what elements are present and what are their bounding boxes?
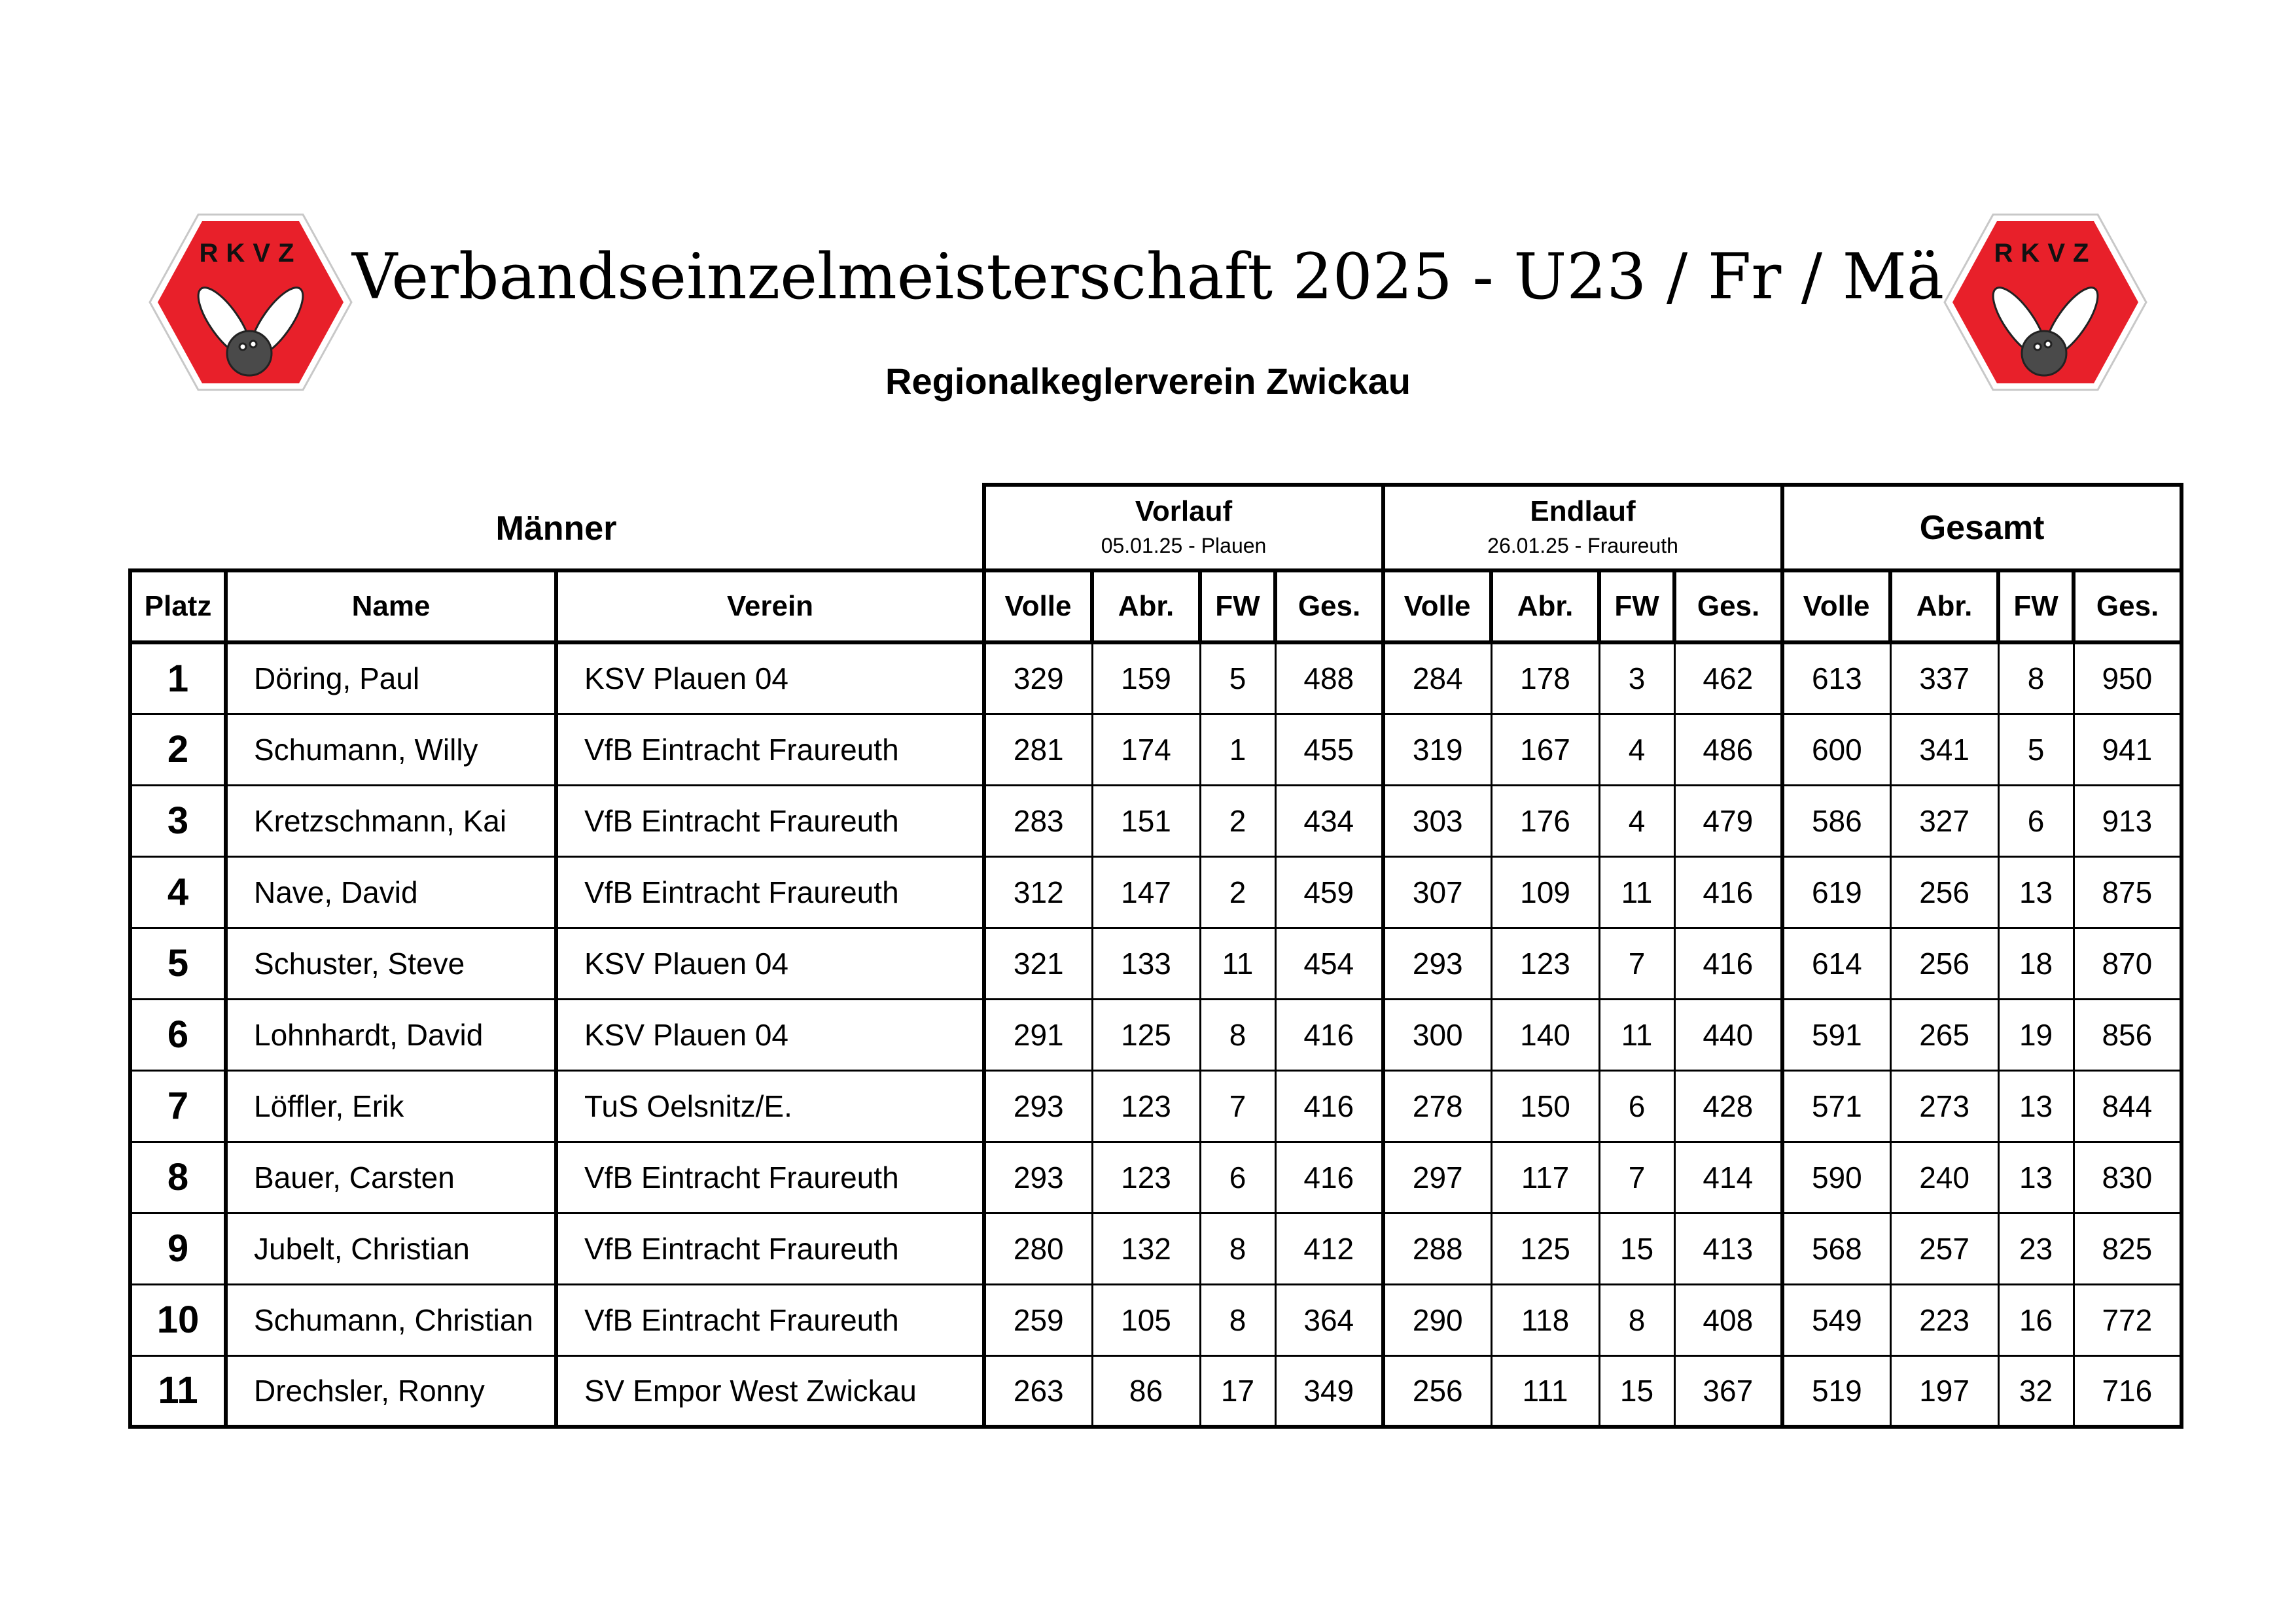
score-cell: 349	[1275, 1355, 1383, 1427]
score-cell: 950	[2074, 642, 2181, 714]
column-header: Volle	[984, 570, 1092, 642]
column-header: Platz	[130, 570, 226, 642]
score-cell: 568	[1782, 1213, 1890, 1284]
score-cell: 416	[1275, 1070, 1383, 1142]
score-cell: 440	[1674, 999, 1782, 1070]
score-cell: 2	[1200, 785, 1275, 856]
verein-cell: KSV Plauen 04	[556, 999, 984, 1070]
score-cell: 151	[1092, 785, 1200, 856]
table-row	[130, 785, 2181, 856]
score-cell: 341	[1890, 714, 1998, 785]
score-cell: 6	[1599, 1070, 1674, 1142]
score-cell: 413	[1674, 1213, 1782, 1284]
verein-cell: VfB Eintracht Fraureuth	[556, 1213, 984, 1284]
score-cell: 4	[1599, 714, 1674, 785]
score-cell: 844	[2074, 1070, 2181, 1142]
score-cell: 13	[1998, 1142, 2074, 1213]
score-cell: 875	[2074, 856, 2181, 928]
score-cell: 307	[1383, 856, 1491, 928]
score-cell: 941	[2074, 714, 2181, 785]
score-cell: 125	[1092, 999, 1200, 1070]
column-header: Abr.	[1491, 570, 1599, 642]
score-cell: 830	[2074, 1142, 2181, 1213]
column-header: Volle	[1383, 570, 1491, 642]
score-cell: 125	[1491, 1213, 1599, 1284]
score-cell: 86	[1092, 1355, 1200, 1427]
group-header-row	[130, 485, 2181, 570]
score-cell: 147	[1092, 856, 1200, 928]
score-cell: 159	[1092, 642, 1200, 714]
svg-text:RKVZ: RKVZ	[1994, 239, 2097, 268]
score-cell: 15	[1599, 1355, 1674, 1427]
score-cell: 256	[1890, 928, 1998, 999]
score-cell: 329	[984, 642, 1092, 714]
name-cell: Löffler, Erik	[226, 1070, 556, 1142]
group-vorlauf-sub: 05.01.25 - Plauen	[1101, 534, 1267, 557]
verein-cell: VfB Eintracht Fraureuth	[556, 785, 984, 856]
verein-cell: VfB Eintracht Fraureuth	[556, 1142, 984, 1213]
score-cell: 197	[1890, 1355, 1998, 1427]
score-cell: 278	[1383, 1070, 1491, 1142]
table-row	[130, 1142, 2181, 1213]
name-cell: Jubelt, Christian	[226, 1213, 556, 1284]
score-cell: 613	[1782, 642, 1890, 714]
score-cell: 8	[1599, 1284, 1674, 1355]
score-cell: 479	[1674, 785, 1782, 856]
score-cell: 257	[1890, 1213, 1998, 1284]
column-header: Verein	[556, 570, 984, 642]
score-cell: 416	[1275, 999, 1383, 1070]
score-cell: 412	[1275, 1213, 1383, 1284]
group-gesamt-label: Gesamt	[1919, 508, 2045, 547]
name-cell: Schumann, Christian	[226, 1284, 556, 1355]
score-cell: 259	[984, 1284, 1092, 1355]
score-cell: 416	[1674, 856, 1782, 928]
score-cell: 408	[1674, 1284, 1782, 1355]
name-cell: Kretzschmann, Kai	[226, 785, 556, 856]
score-cell: 8	[1200, 1213, 1275, 1284]
score-cell: 590	[1782, 1142, 1890, 1213]
score-cell: 913	[2074, 785, 2181, 856]
score-cell: 288	[1383, 1213, 1491, 1284]
table-row	[130, 856, 2181, 928]
score-cell: 303	[1383, 785, 1491, 856]
score-cell: 297	[1383, 1142, 1491, 1213]
column-header: Name	[226, 570, 556, 642]
score-cell: 591	[1782, 999, 1890, 1070]
verein-cell: VfB Eintracht Fraureuth	[556, 714, 984, 785]
score-cell: 7	[1599, 928, 1674, 999]
score-cell: 5	[1998, 714, 2074, 785]
score-cell: 11	[1599, 856, 1674, 928]
name-cell: Bauer, Carsten	[226, 1142, 556, 1213]
column-header: Ges.	[1674, 570, 1782, 642]
column-header: FW	[1200, 570, 1275, 642]
results-body	[130, 642, 2181, 1427]
verein-cell: KSV Plauen 04	[556, 642, 984, 714]
score-cell: 240	[1890, 1142, 1998, 1213]
score-cell: 2	[1200, 856, 1275, 928]
table-row	[130, 999, 2181, 1070]
score-cell: 265	[1890, 999, 1998, 1070]
results-table	[128, 483, 2183, 1429]
platz-cell: 9	[130, 1213, 226, 1284]
platz-cell: 8	[130, 1142, 226, 1213]
score-cell: 8	[1200, 1284, 1275, 1355]
group-gesamt	[1782, 485, 2181, 570]
score-cell: 111	[1491, 1355, 1599, 1427]
score-cell: 223	[1890, 1284, 1998, 1355]
score-cell: 870	[2074, 928, 2181, 999]
score-cell: 337	[1890, 642, 1998, 714]
score-cell: 281	[984, 714, 1092, 785]
score-cell: 486	[1674, 714, 1782, 785]
score-cell: 117	[1491, 1142, 1599, 1213]
score-cell: 176	[1491, 785, 1599, 856]
group-endlauf-label: Endlauf	[1530, 495, 1636, 528]
verein-cell: VfB Eintracht Fraureuth	[556, 856, 984, 928]
score-cell: 167	[1491, 714, 1599, 785]
score-cell: 123	[1491, 928, 1599, 999]
score-cell: 600	[1782, 714, 1890, 785]
column-header: FW	[1998, 570, 2074, 642]
score-cell: 414	[1674, 1142, 1782, 1213]
column-header: FW	[1599, 570, 1674, 642]
page-subtitle: Regionalkeglerverein Zwickau	[885, 360, 1411, 402]
score-cell: 416	[1275, 1142, 1383, 1213]
score-cell: 256	[1383, 1355, 1491, 1427]
name-cell: Schumann, Willy	[226, 714, 556, 785]
score-cell: 17	[1200, 1355, 1275, 1427]
score-cell: 586	[1782, 785, 1890, 856]
column-header: Ges.	[2074, 570, 2181, 642]
svg-text:RKVZ: RKVZ	[199, 239, 302, 268]
score-cell: 178	[1491, 642, 1599, 714]
score-cell: 150	[1491, 1070, 1599, 1142]
platz-cell: 11	[130, 1355, 226, 1427]
column-header: Volle	[1782, 570, 1890, 642]
score-cell: 321	[984, 928, 1092, 999]
category-heading: Männer	[130, 485, 984, 570]
group-endlauf-sub: 26.01.25 - Fraureuth	[1487, 534, 1678, 557]
table-row	[130, 714, 2181, 785]
platz-cell: 1	[130, 642, 226, 714]
score-cell: 1	[1200, 714, 1275, 785]
score-cell: 367	[1674, 1355, 1782, 1427]
verein-cell: KSV Plauen 04	[556, 928, 984, 999]
score-cell: 11	[1599, 999, 1674, 1070]
group-endlauf	[1383, 485, 1782, 570]
platz-cell: 3	[130, 785, 226, 856]
score-cell: 293	[1383, 928, 1491, 999]
column-header: Ges.	[1275, 570, 1383, 642]
score-cell: 283	[984, 785, 1092, 856]
table-row	[130, 642, 2181, 714]
score-cell: 19	[1998, 999, 2074, 1070]
score-cell: 13	[1998, 856, 2074, 928]
table-row	[130, 1213, 2181, 1284]
score-cell: 8	[1998, 642, 2074, 714]
score-cell: 16	[1998, 1284, 2074, 1355]
score-cell: 772	[2074, 1284, 2181, 1355]
verein-cell: SV Empor West Zwickau	[556, 1355, 984, 1427]
score-cell: 293	[984, 1070, 1092, 1142]
score-cell: 174	[1092, 714, 1200, 785]
name-cell: Döring, Paul	[226, 642, 556, 714]
platz-cell: 6	[130, 999, 226, 1070]
score-cell: 280	[984, 1213, 1092, 1284]
score-cell: 7	[1200, 1070, 1275, 1142]
score-cell: 454	[1275, 928, 1383, 999]
score-cell: 109	[1491, 856, 1599, 928]
score-cell: 7	[1599, 1142, 1674, 1213]
score-cell: 416	[1674, 928, 1782, 999]
score-cell: 614	[1782, 928, 1890, 999]
score-cell: 6	[1998, 785, 2074, 856]
column-header: Abr.	[1890, 570, 1998, 642]
score-cell: 856	[2074, 999, 2181, 1070]
score-cell: 15	[1599, 1213, 1674, 1284]
score-cell: 300	[1383, 999, 1491, 1070]
score-cell: 716	[2074, 1355, 2181, 1427]
score-cell: 263	[984, 1355, 1092, 1427]
page-title: Verbandseinzelmeisterschaft 2025 - U23 / Fr / Mä	[351, 240, 1945, 313]
score-cell: 118	[1491, 1284, 1599, 1355]
score-cell: 825	[2074, 1213, 2181, 1284]
score-cell: 32	[1998, 1355, 2074, 1427]
verein-cell: TuS Oelsnitz/E.	[556, 1070, 984, 1142]
score-cell: 18	[1998, 928, 2074, 999]
score-cell: 459	[1275, 856, 1383, 928]
table-row	[130, 1284, 2181, 1355]
platz-cell: 10	[130, 1284, 226, 1355]
group-vorlauf	[984, 485, 1383, 570]
score-cell: 549	[1782, 1284, 1890, 1355]
score-cell: 123	[1092, 1070, 1200, 1142]
score-cell: 434	[1275, 785, 1383, 856]
score-cell: 133	[1092, 928, 1200, 999]
score-cell: 290	[1383, 1284, 1491, 1355]
score-cell: 4	[1599, 785, 1674, 856]
score-cell: 312	[984, 856, 1092, 928]
score-cell: 619	[1782, 856, 1890, 928]
table-row	[130, 1355, 2181, 1427]
name-cell: Schuster, Steve	[226, 928, 556, 999]
score-cell: 284	[1383, 642, 1491, 714]
score-cell: 3	[1599, 642, 1674, 714]
table-row	[130, 928, 2181, 999]
score-cell: 327	[1890, 785, 1998, 856]
score-cell: 123	[1092, 1142, 1200, 1213]
score-cell: 132	[1092, 1213, 1200, 1284]
score-cell: 140	[1491, 999, 1599, 1070]
score-cell: 291	[984, 999, 1092, 1070]
name-cell: Lohnhardt, David	[226, 999, 556, 1070]
score-cell: 11	[1200, 928, 1275, 999]
column-header: Abr.	[1092, 570, 1200, 642]
score-cell: 455	[1275, 714, 1383, 785]
score-cell: 105	[1092, 1284, 1200, 1355]
score-cell: 6	[1200, 1142, 1275, 1213]
platz-cell: 4	[130, 856, 226, 928]
platz-cell: 5	[130, 928, 226, 999]
column-header-row	[130, 570, 2181, 642]
score-cell: 519	[1782, 1355, 1890, 1427]
name-cell: Nave, David	[226, 856, 556, 928]
score-cell: 488	[1275, 642, 1383, 714]
name-cell: Drechsler, Ronny	[226, 1355, 556, 1427]
group-vorlauf-label: Vorlauf	[1135, 495, 1233, 528]
score-cell: 5	[1200, 642, 1275, 714]
score-cell: 256	[1890, 856, 1998, 928]
score-cell: 23	[1998, 1213, 2074, 1284]
score-cell: 462	[1674, 642, 1782, 714]
score-cell: 273	[1890, 1070, 1998, 1142]
table-row	[130, 1070, 2181, 1142]
platz-cell: 2	[130, 714, 226, 785]
score-cell: 319	[1383, 714, 1491, 785]
score-cell: 571	[1782, 1070, 1890, 1142]
score-cell: 364	[1275, 1284, 1383, 1355]
score-cell: 428	[1674, 1070, 1782, 1142]
score-cell: 8	[1200, 999, 1275, 1070]
verein-cell: VfB Eintracht Fraureuth	[556, 1284, 984, 1355]
score-cell: 13	[1998, 1070, 2074, 1142]
platz-cell: 7	[130, 1070, 226, 1142]
score-cell: 293	[984, 1142, 1092, 1213]
